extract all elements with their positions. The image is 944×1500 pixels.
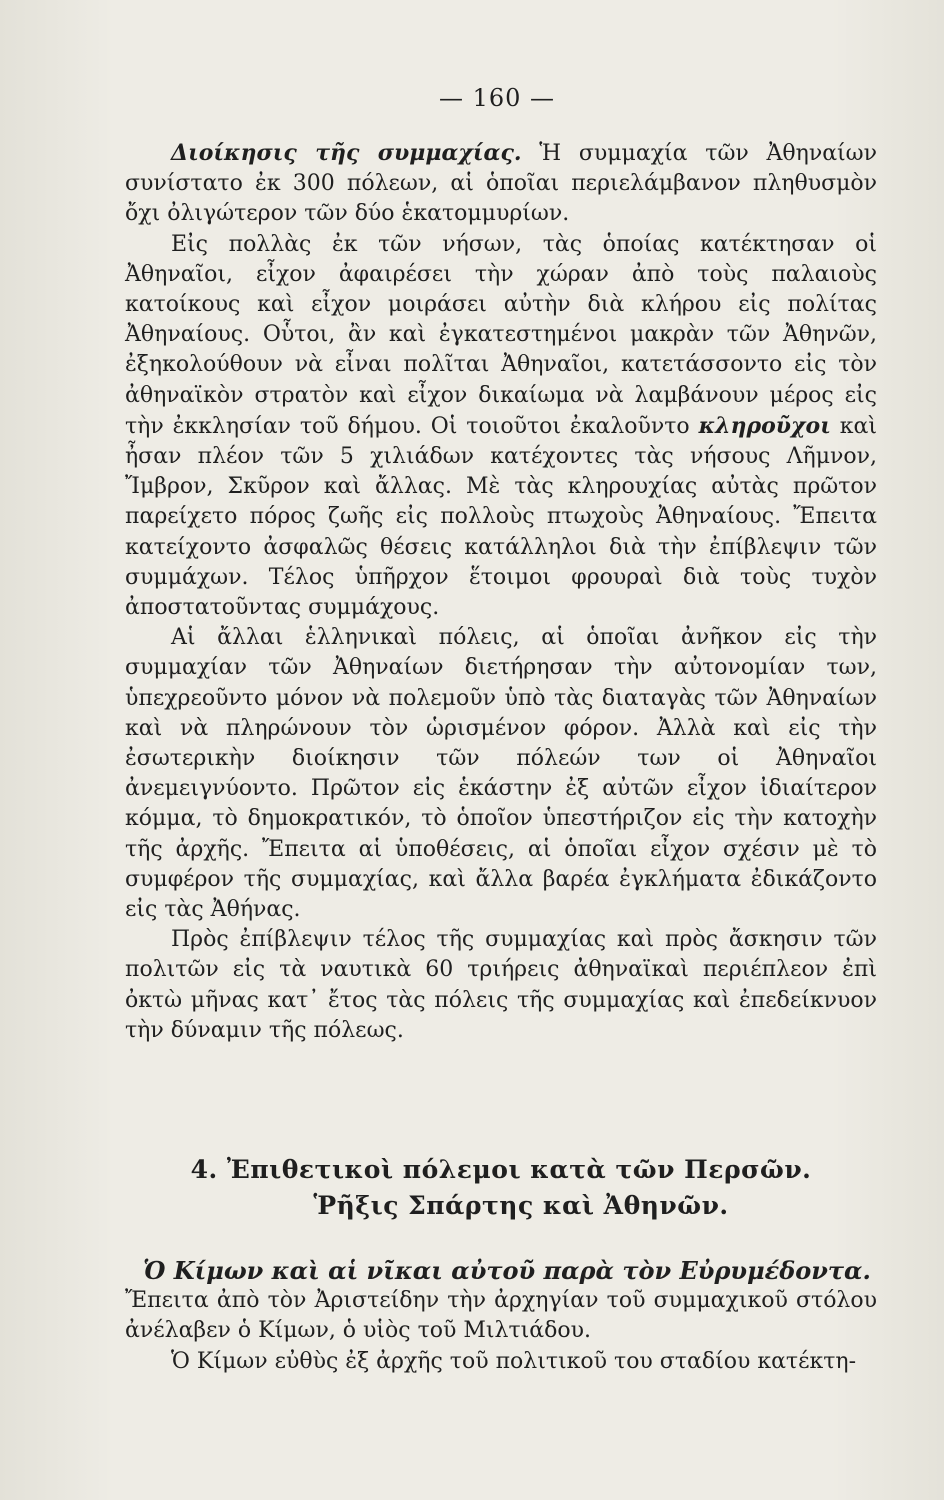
chapter-heading-line-1: 4. Ἐπιθετικοὶ πόλεμοι κατὰ τῶν Περσῶν. <box>190 1155 812 1184</box>
paragraph-5: Ἔπειτα ἀπὸ τὸν Ἀριστείδην τὴν ἀρχηγίαν τοῦ συμμαχικοῦ στόλου ἀνέλαβεν ὁ Κίμων, ὁ υἱὸς τοῦ Μιλτιάδου. <box>125 1288 877 1344</box>
paragraph-1-text: Ἡ συμμαχία τῶν Ἀθηναίων συνίστατο ἐκ 300 πόλεων, αἱ ὁποῖαι περιελάμβανον πληθυσμὸν ὄχι ὀλιγώτερον τῶν δύο ἑκατομμυρίων. <box>125 141 877 227</box>
paragraph-4: Πρὸς ἐπίβλεψιν τέλος τῆς συμμαχίας καὶ πρὸς ἄσκησιν τῶν πολιτῶν εἰς τὰ ναυτικὰ 60 τριήρεις ἀθηναϊκαὶ περιέπλεον ἐπὶ ὀκτὼ μῆνας κατ᾽ ἔτος τὰς πόλεις τῆς συμμαχίας καὶ ἐπεδείκνυον τὴν δύναμιν τῆς πόλεως. <box>125 927 877 1043</box>
subsection-title: Ὁ Κίμων καὶ αἱ νῖκαι αὐτοῦ παρὰ τὸν Εὐρυμέδοντα. <box>143 1256 871 1285</box>
paragraph-2-text-a: Εἰς πολλὰς ἐκ τῶν νήσων, τὰς ὁποίας κατέκτησαν οἱ Ἀθηναῖοι, εἶχον ἀφαιρέσει τὴν χώραν ἀπὸ τοὺς παλαιοὺς κατοίκους καὶ εἶχον μοιράσει αὐτὴν διὰ κλήρου εἰς πολίτας Ἀθηναίους. Οὗτοι, ἂν καὶ ἐγκατεστημένοι μακρὰν τῶν Ἀθηνῶν, ἐξηκολούθουν νὰ εἶναι πολῖται Ἀθηναῖοι, κατετάσσοντο εἰς τὸν ἀθηναϊκὸν στρατὸν καὶ εἶχον δικαίωμα νὰ λαμβάνουν μέρος εἰς τὴν ἐκκλησίαν τοῦ δήμου. Οἱ τοιοῦτοι ἐκαλοῦντο <box>125 231 877 439</box>
page-number: — 160 — <box>438 84 556 112</box>
chapter-heading <box>125 1152 877 1224</box>
chapter-heading-line-2: Ῥῆξις Σπάρτης καὶ Ἀθηνῶν. <box>313 1191 729 1220</box>
section-title: Διοίκησις τῆς συμμαχίας. <box>171 140 522 166</box>
paragraph-3: Αἱ ἄλλαι ἑλληνικαὶ πόλεις, αἱ ὁποῖαι ἀνῆκον εἰς τὴν συμμαχίαν τῶν Ἀθηναίων διετήρησαν τὴν αὐτονομίαν των, ὑπεχρεοῦντο μόνον νὰ πολεμοῦν ὑπὸ τὰς διαταγὰς τῶν Ἀθηναίων καὶ νὰ πληρώνουν τὸν ὡρισμένον φόρον. Ἀλλὰ καὶ εἰς τὴν ἐσωτερικὴν διοίκησιν τῶν πόλεών των οἱ Ἀθηναῖοι ἀνεμειγνύοντο. Πρῶτον εἰς ἑκάστην ἐξ αὐτῶν εἶχον ἰδιαίτερον κόμμα, τὸ δημοκρατικόν, τὸ ὁποῖον ὑπεστήριζον εἰς τὴν κατοχὴν τῆς ἀρχῆς. Ἔπειτα αἱ ὑποθέσεις, αἱ ὁποῖαι εἶχον σχέσιν μὲ τὸ συμφέρον τῆς συμμαχίας, καὶ ἄλλα βαρέα ἐγκλήματα ἐδικάζοντο εἰς τὰς Ἀθήνας. <box>125 625 877 923</box>
section-kimon <box>125 1256 877 1377</box>
paragraph-6: Ὁ Κίμων εὐθὺς ἐξ ἀρχῆς τοῦ πολιτικοῦ του σταδίου κατέκτη- <box>171 1348 857 1374</box>
paragraph-2 <box>125 230 877 624</box>
term-klerouchoi: κληροῦχοι <box>698 412 831 439</box>
paragraph-2-text-b: καὶ ἦσαν πλέον τῶν 5 χιλιάδων κατέχοντες τὰς νήσους Λῆμνον, Ἴμβρον, Σκῦρον καὶ ἄλλας. Μὲ τὰς κληρουχίας αὐτὰς πρῶτον παρείχετο πόρος ζωῆς εἰς πολλοὺς πτωχοὺς Ἀθηναίους. Ἔπειτα κατείχοντο ἀσφαλῶς θέσεις κατάλληλοι διὰ τὴν ἐπίβλεψιν τῶν συμμάχων. Τέλος ὑπῆρχον ἕτοιμοι φρουραὶ διὰ τοὺς τυχὸν ἀποστατοῦντας συμμάχους. <box>125 413 877 621</box>
section-administration <box>125 138 877 1046</box>
paragraph-1 <box>125 138 877 230</box>
